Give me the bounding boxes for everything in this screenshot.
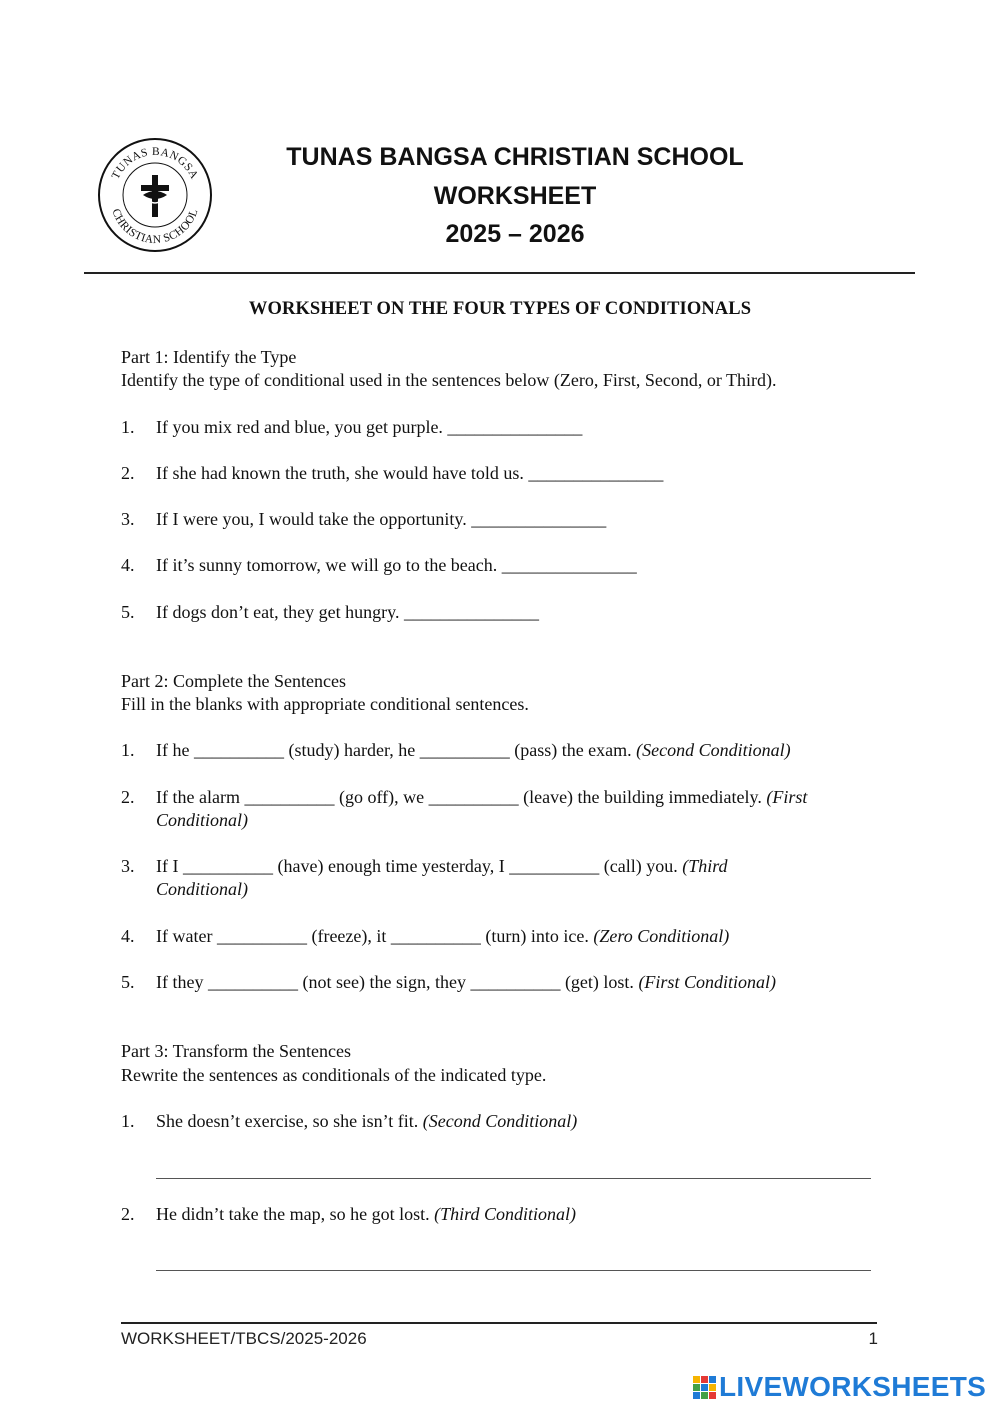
question-text[interactable] [156, 786, 846, 832]
page-number: 1 [868, 1329, 878, 1348]
question-text [156, 1203, 886, 1226]
part3-instruction: Rewrite the sentences as conditionals of the indicated type. [121, 1065, 547, 1085]
sentence: If he __________ (study) harder, he __________ (pass) the exam. [156, 740, 632, 760]
part1-heading: Part 1: Identify the Type [121, 347, 297, 367]
question-number: 4. [121, 555, 135, 575]
sentence: If I __________ (have) enough time yesterday, I __________ (call) you. [156, 856, 678, 876]
question-text[interactable] [156, 971, 886, 994]
question-number: 3. [121, 856, 135, 876]
academic-year: 2025 – 2026 [445, 220, 585, 248]
conditional-type-label: (Third Conditional) [156, 856, 728, 899]
question-text[interactable]: If she had known the truth, she would have told us. _______________ [156, 463, 664, 483]
svg-text:CHRISTIAN SCHOOL: CHRISTIAN SCHOOL [109, 207, 201, 247]
question-number: 2. [121, 1204, 135, 1224]
part3-heading: Part 3: Transform the Sentences [121, 1041, 351, 1061]
sentence: If the alarm __________ (go off), we __________ (leave) the building immediately. [156, 787, 762, 807]
footer-divider [121, 1322, 877, 1324]
liveworksheets-watermark: LIVEWORKSHEETS [719, 1371, 987, 1402]
part2-heading: Part 2: Complete the Sentences [121, 671, 346, 691]
answer-line[interactable] [156, 1178, 871, 1179]
question-text[interactable]: If dogs don’t eat, they get hungry. _______________ [156, 602, 539, 622]
sentence: If they __________ (not see) the sign, they __________ (get) lost. [156, 972, 634, 992]
conditional-type-label: (Second Conditional) [422, 1111, 578, 1131]
answer-line[interactable] [156, 1270, 871, 1271]
question-number: 3. [121, 509, 135, 529]
school-name: TUNAS BANGSA CHRISTIAN SCHOOL [286, 143, 744, 171]
question-text[interactable]: If you mix red and blue, you get purple. _______________ [156, 417, 583, 437]
conditional-type-label: (First Conditional) [638, 972, 776, 992]
cross-emblem-icon [141, 175, 169, 217]
liveworksheets-logo-icon [693, 1376, 717, 1400]
question-number: 5. [121, 972, 135, 992]
question-text [156, 1110, 886, 1133]
question-text[interactable]: If I were you, I would take the opportunity. _______________ [156, 509, 607, 529]
sentence: She doesn’t exercise, so she isn’t fit. [156, 1111, 419, 1131]
svg-text:TUNAS BANGSA: TUNAS BANGSA [109, 145, 201, 182]
question-number: 5. [121, 602, 135, 622]
sentence: If water __________ (freeze), it __________ (turn) into ice. [156, 926, 589, 946]
question-text[interactable]: If it’s sunny tomorrow, we will go to the beach. _______________ [156, 555, 637, 575]
document-type: WORKSHEET [433, 181, 597, 210]
conditional-type-label: (Third Conditional) [434, 1204, 576, 1224]
question-number: 1. [121, 1111, 135, 1131]
conditional-type-label: (Zero Conditional) [593, 926, 730, 946]
part2-instruction: Fill in the blanks with appropriate conditional sentences. [121, 694, 529, 714]
question-number: 2. [121, 787, 135, 807]
question-number: 1. [121, 740, 135, 760]
question-number: 2. [121, 463, 135, 483]
sentence: He didn’t take the map, so he got lost. [156, 1204, 430, 1224]
part1-instruction: Identify the type of conditional used in the sentences below (Zero, First, Second, or Third). [121, 370, 777, 390]
conditional-type-label: (First Conditional) [156, 787, 808, 830]
question-number: 4. [121, 926, 135, 946]
question-number: 1. [121, 417, 135, 437]
worksheet-title: WORKSHEET ON THE FOUR TYPES OF CONDITIONALS [248, 299, 752, 319]
footer-code: WORKSHEET/TBCS/2025-2026 [121, 1329, 367, 1348]
question-text[interactable] [156, 739, 886, 762]
question-text[interactable] [156, 855, 804, 901]
conditional-type-label: (Second Conditional) [636, 740, 791, 760]
header-divider [84, 272, 915, 274]
question-text[interactable] [156, 925, 886, 948]
header [260, 138, 770, 254]
school-seal-logo [97, 137, 213, 253]
